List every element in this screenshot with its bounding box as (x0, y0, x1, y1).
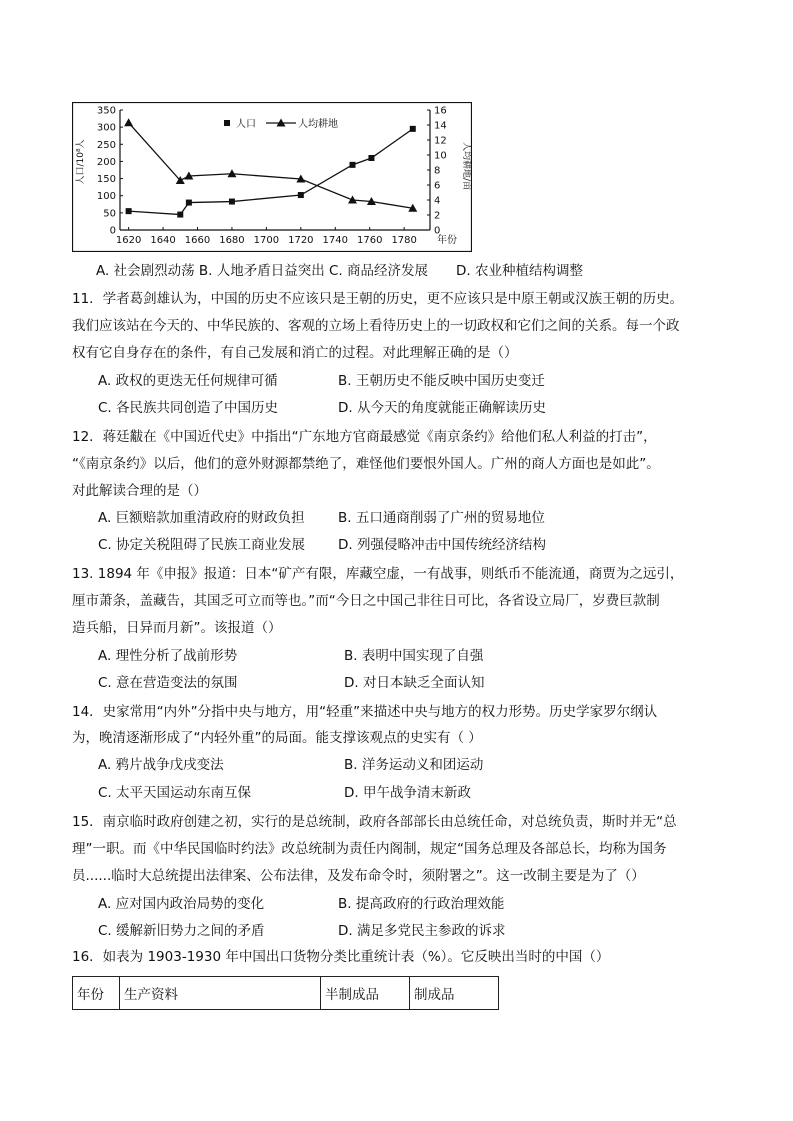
y-left-tick-label: 200 (96, 156, 116, 168)
q14-stem-2: 为，晚清逐渐形成了“内轻外重”的局面。能支撑该观点的史实有（ ） (72, 730, 482, 746)
table-header-cell: 半制成品 (321, 977, 410, 1010)
q13-stem-1: 13. 1894 年《申报》报道：日本“矿产有限，库藏空虚，一有战事，则纸币不能流通，商贾为之远引， (72, 566, 684, 582)
population-point (410, 126, 416, 132)
population-point (229, 199, 235, 205)
y-right-tick-label: 16 (434, 105, 447, 117)
x-tick-label: 1700 (253, 235, 280, 246)
q10-option-d: D. 农业种植结构调整 (456, 263, 583, 279)
q13-option-d: D. 对日本缺乏全面认知 (344, 675, 485, 691)
q12-stem-1: 12．蒋廷黻在《中国近代史》中指出“广东地方官商最感觉《南京条约》给他们私人利益的打击”， (72, 429, 657, 445)
population-point (177, 212, 183, 218)
q13-stem-2: 厘市萧条，盖藏告，其国乏可立而等也。”而“今日之中国己非往日可比，各省设立局厂，岁费巨款制 (72, 593, 660, 609)
population-point (298, 192, 304, 198)
x-tick-label: 1680 (219, 235, 245, 246)
q12-option-b: B. 五口通商削弱了广州的贸易地位 (338, 510, 545, 526)
population-point (186, 200, 192, 206)
population-point (368, 155, 374, 161)
x-tick-label: 1760 (356, 235, 383, 246)
q14-option-a: A. 鸦片战争戊戌变法 (98, 757, 224, 773)
y-left-tick-label: 100 (96, 191, 116, 203)
q15-option-d: D. 满足多党民主参政的诉求 (338, 923, 506, 939)
q12-option-d: D. 列强侵略冲击中国传统经济结构 (338, 537, 546, 553)
q13-option-c: C. 意在营造变法的氛围 (98, 675, 238, 691)
population-farmland-chart (72, 102, 472, 252)
y-right-tick-label: 10 (434, 150, 447, 162)
y-right-tick-label: 4 (434, 195, 441, 207)
q12-stem-2: “《南京条约》以后，他们的意外财源都禁绝了，难怪他们要恨外国人。广州的商人方面也是如此”。 (72, 456, 660, 472)
y-left-axis-title: 人口/10⁸人 (76, 139, 86, 185)
x-tick-label: 1640 (150, 235, 176, 246)
q15-option-a: A. 应对国内政治局势的变化 (98, 896, 265, 912)
q14-option-c: C. 太平天国运动东南互保 (98, 785, 252, 801)
q11-option-b: B. 王朝历史不能反映中国历史变迁 (338, 373, 545, 389)
q11-stem-3: 权有它自身存在的条件，有自己发展和消亡的过程。对此理解正确的是（） (72, 345, 518, 361)
q15-stem-2: 理”一职。而《中华民国临时约法》改总统制为责任内阁制，规定“国务总理及各部总长，均称为国务 (72, 841, 667, 857)
population-point (126, 208, 132, 214)
table-header-row (73, 977, 499, 1010)
q12-option-c: C. 协定关税阻碍了民族工商业发展 (98, 537, 306, 553)
y-left-tick-label: 0 (109, 225, 116, 237)
legend-farmland-label: 人均耕地 (298, 119, 338, 130)
y-left-tick-label: 50 (103, 208, 116, 220)
q11-stem-2: 我们应该站在今天的、中华民族的、客观的立场上看待历史上的一切政权和它们之间的关系。每一个政 (72, 318, 680, 334)
table-header-cell: 制成品 (410, 977, 499, 1010)
population-point (350, 162, 356, 168)
q15-option-b: B. 提高政府的行政治理效能 (338, 896, 505, 912)
y-right-tick-label: 2 (434, 210, 441, 222)
q10-options: A. 社会剧烈动荡 B. 人地矛盾日益突出 C. 商品经济发展 (96, 263, 429, 279)
x-tick-label: 1740 (322, 235, 349, 246)
y-right-axis-title: 人均耕地/亩 (461, 141, 471, 191)
q11-option-a: A. 政权的更迭无任何规律可循 (98, 373, 278, 389)
q15-stem-3: 员......临时大总统提出法律案、公布法律，及发布命令时，须附署之”。这一改制主要是为了（） (72, 868, 645, 884)
legend-population-label: 人口 (236, 119, 256, 130)
q11-stem-1: 11．学者葛剑雄认为，中国的历史不应该只是王朝的历史，更不应该只是中原王朝或汉族王朝的历史。 (72, 291, 684, 307)
y-right-tick-label: 14 (434, 120, 447, 132)
q15-stem-1: 15．南京临时政府创建之初，实行的是总统制，政府各部部长由总统任命，对总统负责，斯时并无“总 (72, 814, 677, 830)
q11-option-d: D. 从今天的角度就能正确解读历史 (338, 400, 546, 416)
table-header-cell: 生产资料 (120, 977, 321, 1010)
q13-stem-3: 造兵船，日异而月新”。该报道（） (72, 620, 282, 636)
y-right-tick-label: 0 (434, 225, 441, 237)
q13-option-a: A. 理性分析了战前形势 (98, 648, 238, 664)
q14-option-d: D. 甲午战争清末新政 (344, 785, 471, 801)
q12-stem-3: 对此解读合理的是（） (72, 483, 207, 499)
q16-stem-1: 16．如表为 1903-1930 年中国出口货物分类比重统计表（%）。它反映出当时的中国（） (72, 949, 610, 965)
x-tick-label: 1660 (184, 235, 211, 246)
q15-option-c: C. 缓解新旧势力之间的矛盾 (98, 923, 265, 939)
table-header-cell: 年份 (73, 977, 120, 1010)
export-table (72, 976, 499, 1010)
q12-option-a: A. 巨额赔款加重清政府的财政负担 (98, 510, 305, 526)
y-right-tick-label: 6 (434, 180, 441, 192)
x-unit-label: 年份 (437, 235, 457, 246)
y-left-tick-label: 350 (96, 105, 116, 117)
q14-stem-1: 14．史家常用“内外”分指中央与地方，用“轻重”来描述中央与地方的权力形势。历史学家罗尔纲认 (72, 704, 658, 720)
q14-option-b: B. 洋务运动义和团运动 (344, 757, 484, 773)
y-left-tick-label: 250 (96, 139, 116, 151)
y-right-tick-label: 12 (434, 135, 447, 147)
y-right-tick-label: 8 (434, 165, 441, 177)
x-tick-label: 1720 (288, 235, 314, 246)
y-left-tick-label: 150 (96, 174, 116, 186)
legend-population-marker (224, 120, 230, 126)
q13-option-b: B. 表明中国实现了自强 (344, 648, 484, 664)
q11-option-c: C. 各民族共同创造了中国历史 (98, 400, 279, 416)
x-tick-label: 1620 (115, 235, 142, 246)
x-tick-label: 1780 (391, 235, 417, 246)
y-left-tick-label: 300 (96, 122, 116, 134)
